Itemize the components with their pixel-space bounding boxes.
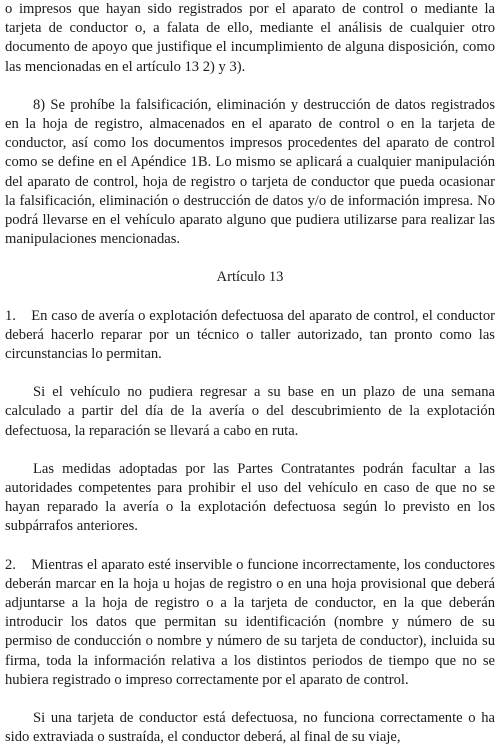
paragraph-8: 8) Se prohíbe la falsificación, eliminación y destrucción de datos registrados en la hoja de registro, almacenados en el aparato de control o en la tarjeta de conductor, así como los documentos impresos procedentes del aparato de control como se define en el Apéndice 1B. Lo mismo se aplicará a cualquier manipulación del aparato de control, hoja de registro o tarjeta de conductor que pueda ocasionar la falsificación, eliminación o destrucción de datos y/o de información impresa. No podrá llevarse en el vehículo aparato alguno que pudiera utilizarse para realizar las manipulaciones mencionadas. <box>5 96 495 248</box>
paragraph-continuation: o impresos que hayan sido registrados por el aparato de control o mediante la tarjeta de conductor o, a falata de ello, mediante el análisis de cualquier otro documento de apoyo que justifique el incumplimiento de alguna disposición, como las mencionadas en el artículo 13 2) y 3). <box>5 1 495 75</box>
article-heading: Artículo 13 <box>216 269 284 286</box>
paragraph-13-1: 1. En caso de avería o explotación defectuosa del aparato de control, el conductor deberá hacerlo reparar por un técnico o taller autorizado, tan pronto como las circunstancias lo permitan. <box>5 307 495 363</box>
paragraph-13-1-second: Si el vehículo no pudiera regresar a su base en un plazo de una semana calculado a partir del día de la avería o del descubrimiento de la explotación defectuosa, la reparación se llevará a cabo en ruta. <box>5 384 495 439</box>
paragraph-13-2: 2. Mientras el aparato esté inservible o funcione incorrectamente, los conductores deberán marcar en la hoja u hojas de registro o en una hoja provisional que deberá adjuntarse a la hoja de registro o a la tarjeta de conductor, en la que deberán introducir los datos que permitan su identificación (nombre y número de su permiso de conducción o nombre y número de su tarjeta de conductor), incluida su firma, toda la información relativa a los distintos periodos de tiempo que no se hubiera registrado o impreso correctamente por el aparato de control. <box>5 556 495 688</box>
paragraph-13-1-third: Las medidas adoptadas por las Partes Contratantes podrán facultar a las autoridades competentes para prohibir el uso del vehículo en caso de que no se hayan reparado la avería o la explotación defectuosa según lo previsto en los subpárrafos anteriores. <box>5 460 495 535</box>
paragraph-13-2-second: Si una tarjeta de conductor está defectuosa, no funciona correctamente o ha sido extraviada o sustraída, el conductor deberá, al final de su viaje, <box>5 710 495 746</box>
document-page <box>5 0 495 746</box>
